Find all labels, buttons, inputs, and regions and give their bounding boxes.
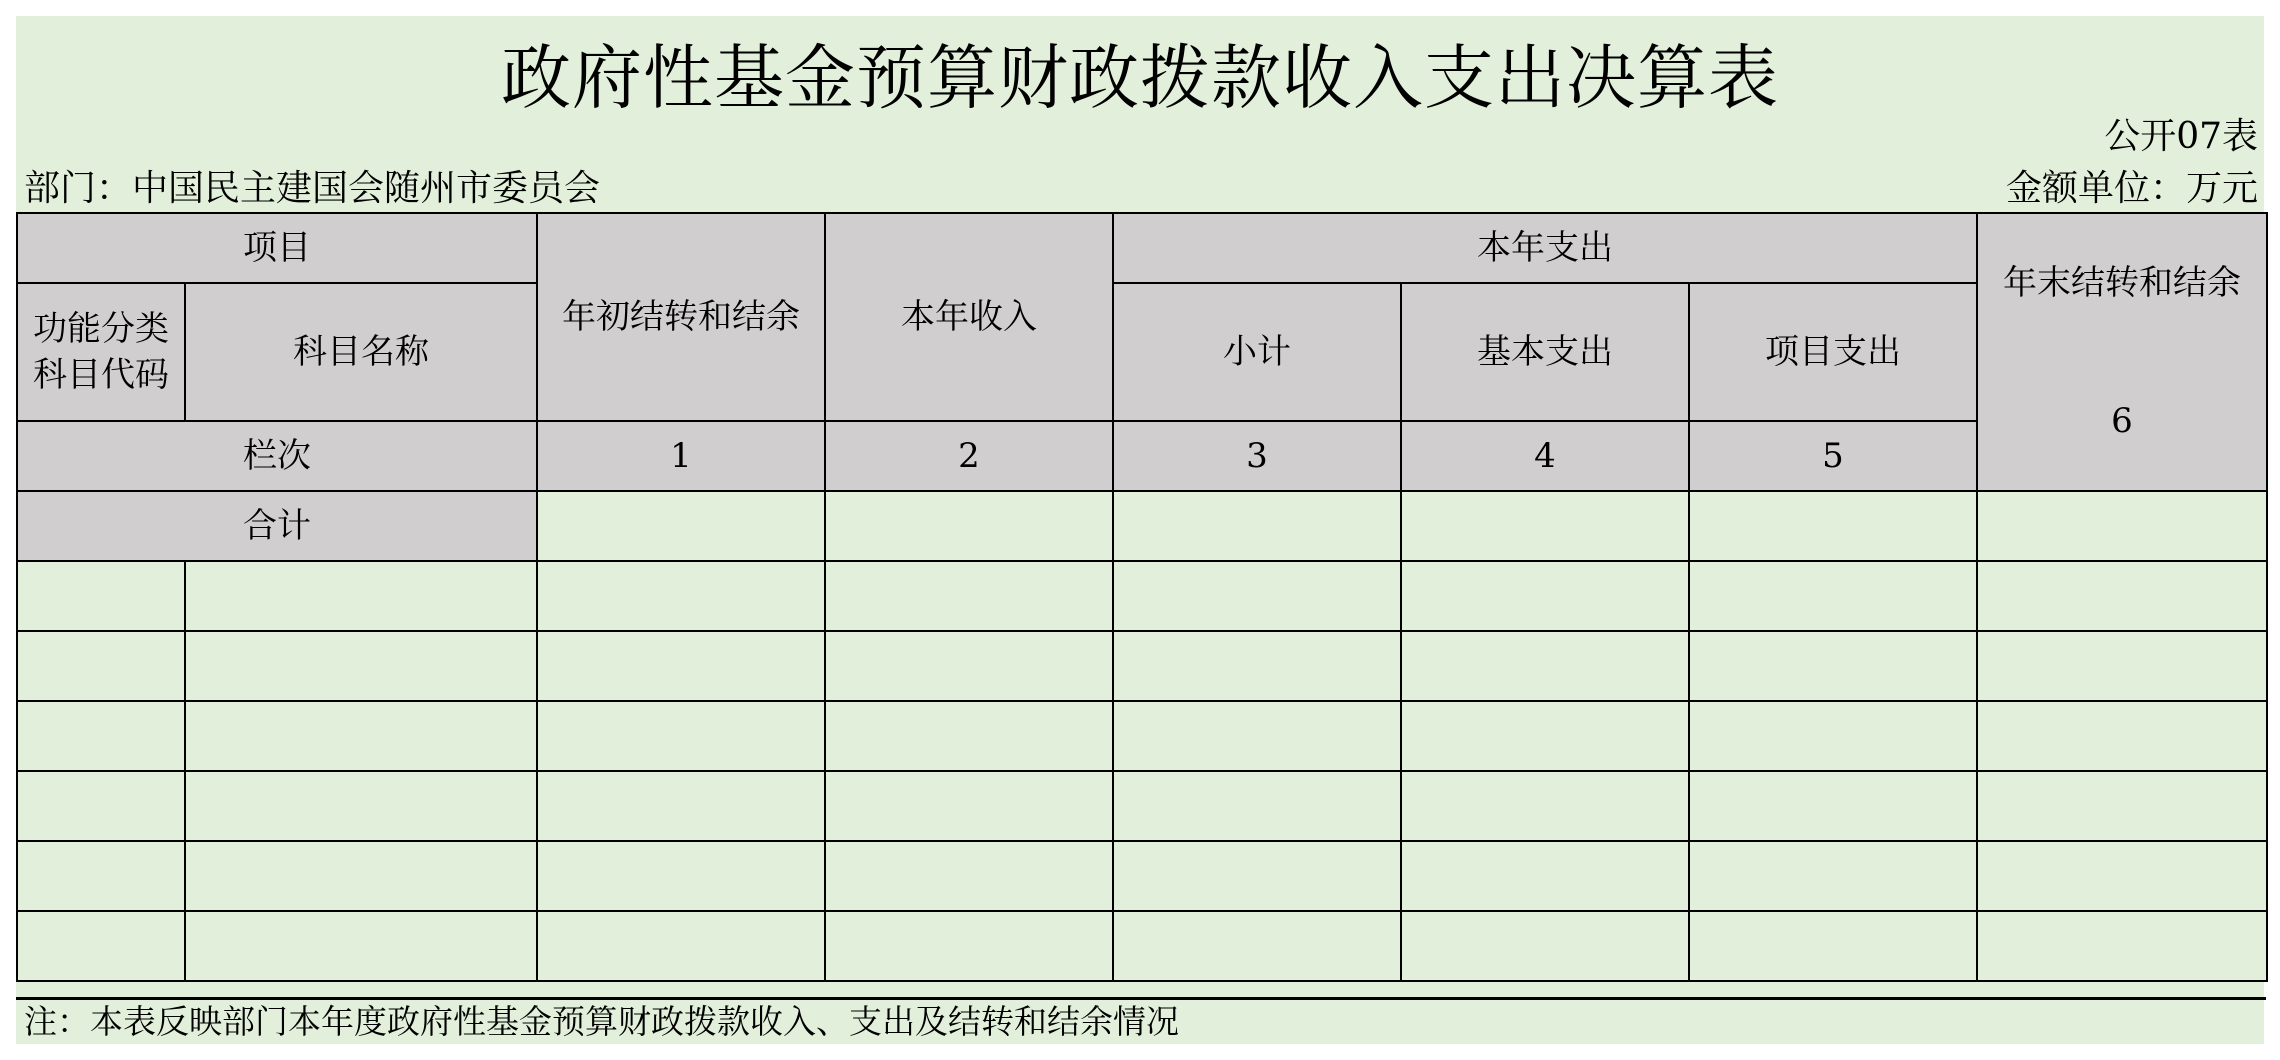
- header-income: 本年收入: [825, 213, 1113, 421]
- subject-name-cell[interactable]: [185, 771, 537, 841]
- footnote: 注：本表反映部门本年度政府性基金预算财政拨款收入、支出及结转和结余情况: [24, 1002, 1179, 1041]
- total-cell[interactable]: [1113, 491, 1401, 561]
- value-cell[interactable]: [1977, 561, 2267, 631]
- total-row: [17, 491, 2267, 561]
- value-cell[interactable]: [537, 771, 825, 841]
- value-cell[interactable]: [1401, 631, 1689, 701]
- header-subject-name: 科目名称: [185, 283, 537, 421]
- value-cell[interactable]: [1689, 771, 1977, 841]
- func-code-line1: 功能分类: [33, 309, 169, 349]
- value-cell[interactable]: [1113, 911, 1401, 981]
- value-cell[interactable]: [537, 561, 825, 631]
- value-cell[interactable]: [1977, 911, 2267, 981]
- header-closing-balance: [1977, 213, 2267, 491]
- func-code-cell[interactable]: [17, 631, 185, 701]
- value-cell[interactable]: [1401, 771, 1689, 841]
- value-cell[interactable]: [825, 841, 1113, 911]
- value-cell[interactable]: [1401, 911, 1689, 981]
- value-cell[interactable]: [1113, 631, 1401, 701]
- total-cell[interactable]: [537, 491, 825, 561]
- subject-name-cell[interactable]: [185, 631, 537, 701]
- header-expense-group: 本年支出: [1113, 213, 1977, 283]
- func-code-cell[interactable]: [17, 771, 185, 841]
- form-number: 公开07表: [2104, 116, 2258, 157]
- subject-name-cell[interactable]: [185, 841, 537, 911]
- total-cell[interactable]: [1689, 491, 1977, 561]
- value-cell[interactable]: [537, 631, 825, 701]
- value-cell[interactable]: [825, 561, 1113, 631]
- value-cell[interactable]: [825, 701, 1113, 771]
- total-label: 合计: [17, 491, 537, 561]
- value-cell[interactable]: [1977, 841, 2267, 911]
- func-code-line2: 科目代码: [33, 355, 169, 395]
- subject-name-cell[interactable]: [185, 911, 537, 981]
- value-cell[interactable]: [537, 841, 825, 911]
- value-cell[interactable]: [1401, 561, 1689, 631]
- value-cell[interactable]: [1689, 841, 1977, 911]
- header-func-code: [17, 283, 185, 421]
- value-cell[interactable]: [1689, 701, 1977, 771]
- value-cell[interactable]: [1401, 701, 1689, 771]
- column-number-5: 5: [1689, 421, 1977, 491]
- column-number-2: 2: [825, 421, 1113, 491]
- table-row: [17, 841, 2267, 911]
- value-cell[interactable]: [1113, 771, 1401, 841]
- column-number-1: 1: [537, 421, 825, 491]
- table-row: [17, 911, 2267, 981]
- value-cell[interactable]: [1113, 561, 1401, 631]
- table-row: [17, 771, 2267, 841]
- value-cell[interactable]: [825, 631, 1113, 701]
- header-column-no: 栏次: [17, 421, 537, 491]
- total-cell[interactable]: [825, 491, 1113, 561]
- page-title: 政府性基金预算财政拨款收入支出决算表: [501, 37, 1779, 119]
- subject-name-cell[interactable]: [185, 701, 537, 771]
- table-row: [17, 631, 2267, 701]
- header-basic-expense: 基本支出: [1401, 283, 1689, 421]
- value-cell[interactable]: [1689, 631, 1977, 701]
- subject-name-cell[interactable]: [185, 561, 537, 631]
- report-sheet: [16, 16, 2264, 1044]
- func-code-cell[interactable]: [17, 841, 185, 911]
- total-cell[interactable]: [1977, 491, 2267, 561]
- value-cell[interactable]: [1401, 841, 1689, 911]
- func-code-cell[interactable]: [17, 561, 185, 631]
- budget-table: [16, 212, 2268, 982]
- closing-balance-label: 年末结转和结余: [2003, 263, 2241, 303]
- value-cell[interactable]: [537, 701, 825, 771]
- column-number-3: 3: [1113, 421, 1401, 491]
- value-cell[interactable]: [1977, 701, 2267, 771]
- header-subtotal: 小计: [1113, 283, 1401, 421]
- column-number-4: 4: [1401, 421, 1689, 491]
- column-number-6: 6: [2111, 401, 2133, 441]
- table-row: [17, 561, 2267, 631]
- value-cell[interactable]: [1689, 561, 1977, 631]
- value-cell[interactable]: [1977, 631, 2267, 701]
- value-cell[interactable]: [1113, 701, 1401, 771]
- value-cell[interactable]: [825, 911, 1113, 981]
- value-cell[interactable]: [537, 911, 825, 981]
- header-project: 项目: [17, 213, 537, 283]
- total-cell[interactable]: [1401, 491, 1689, 561]
- value-cell[interactable]: [1689, 911, 1977, 981]
- func-code-cell[interactable]: [17, 911, 185, 981]
- value-cell[interactable]: [1113, 841, 1401, 911]
- value-cell[interactable]: [825, 771, 1113, 841]
- table-row: [17, 701, 2267, 771]
- value-cell[interactable]: [1977, 771, 2267, 841]
- department-label: 部门：中国民主建国会随州市委员会: [24, 168, 601, 209]
- header-opening-balance: 年初结转和结余: [537, 213, 825, 421]
- unit-label: 金额单位：万元: [2005, 168, 2258, 209]
- func-code-cell[interactable]: [17, 701, 185, 771]
- header-project-expense: 项目支出: [1689, 283, 1977, 421]
